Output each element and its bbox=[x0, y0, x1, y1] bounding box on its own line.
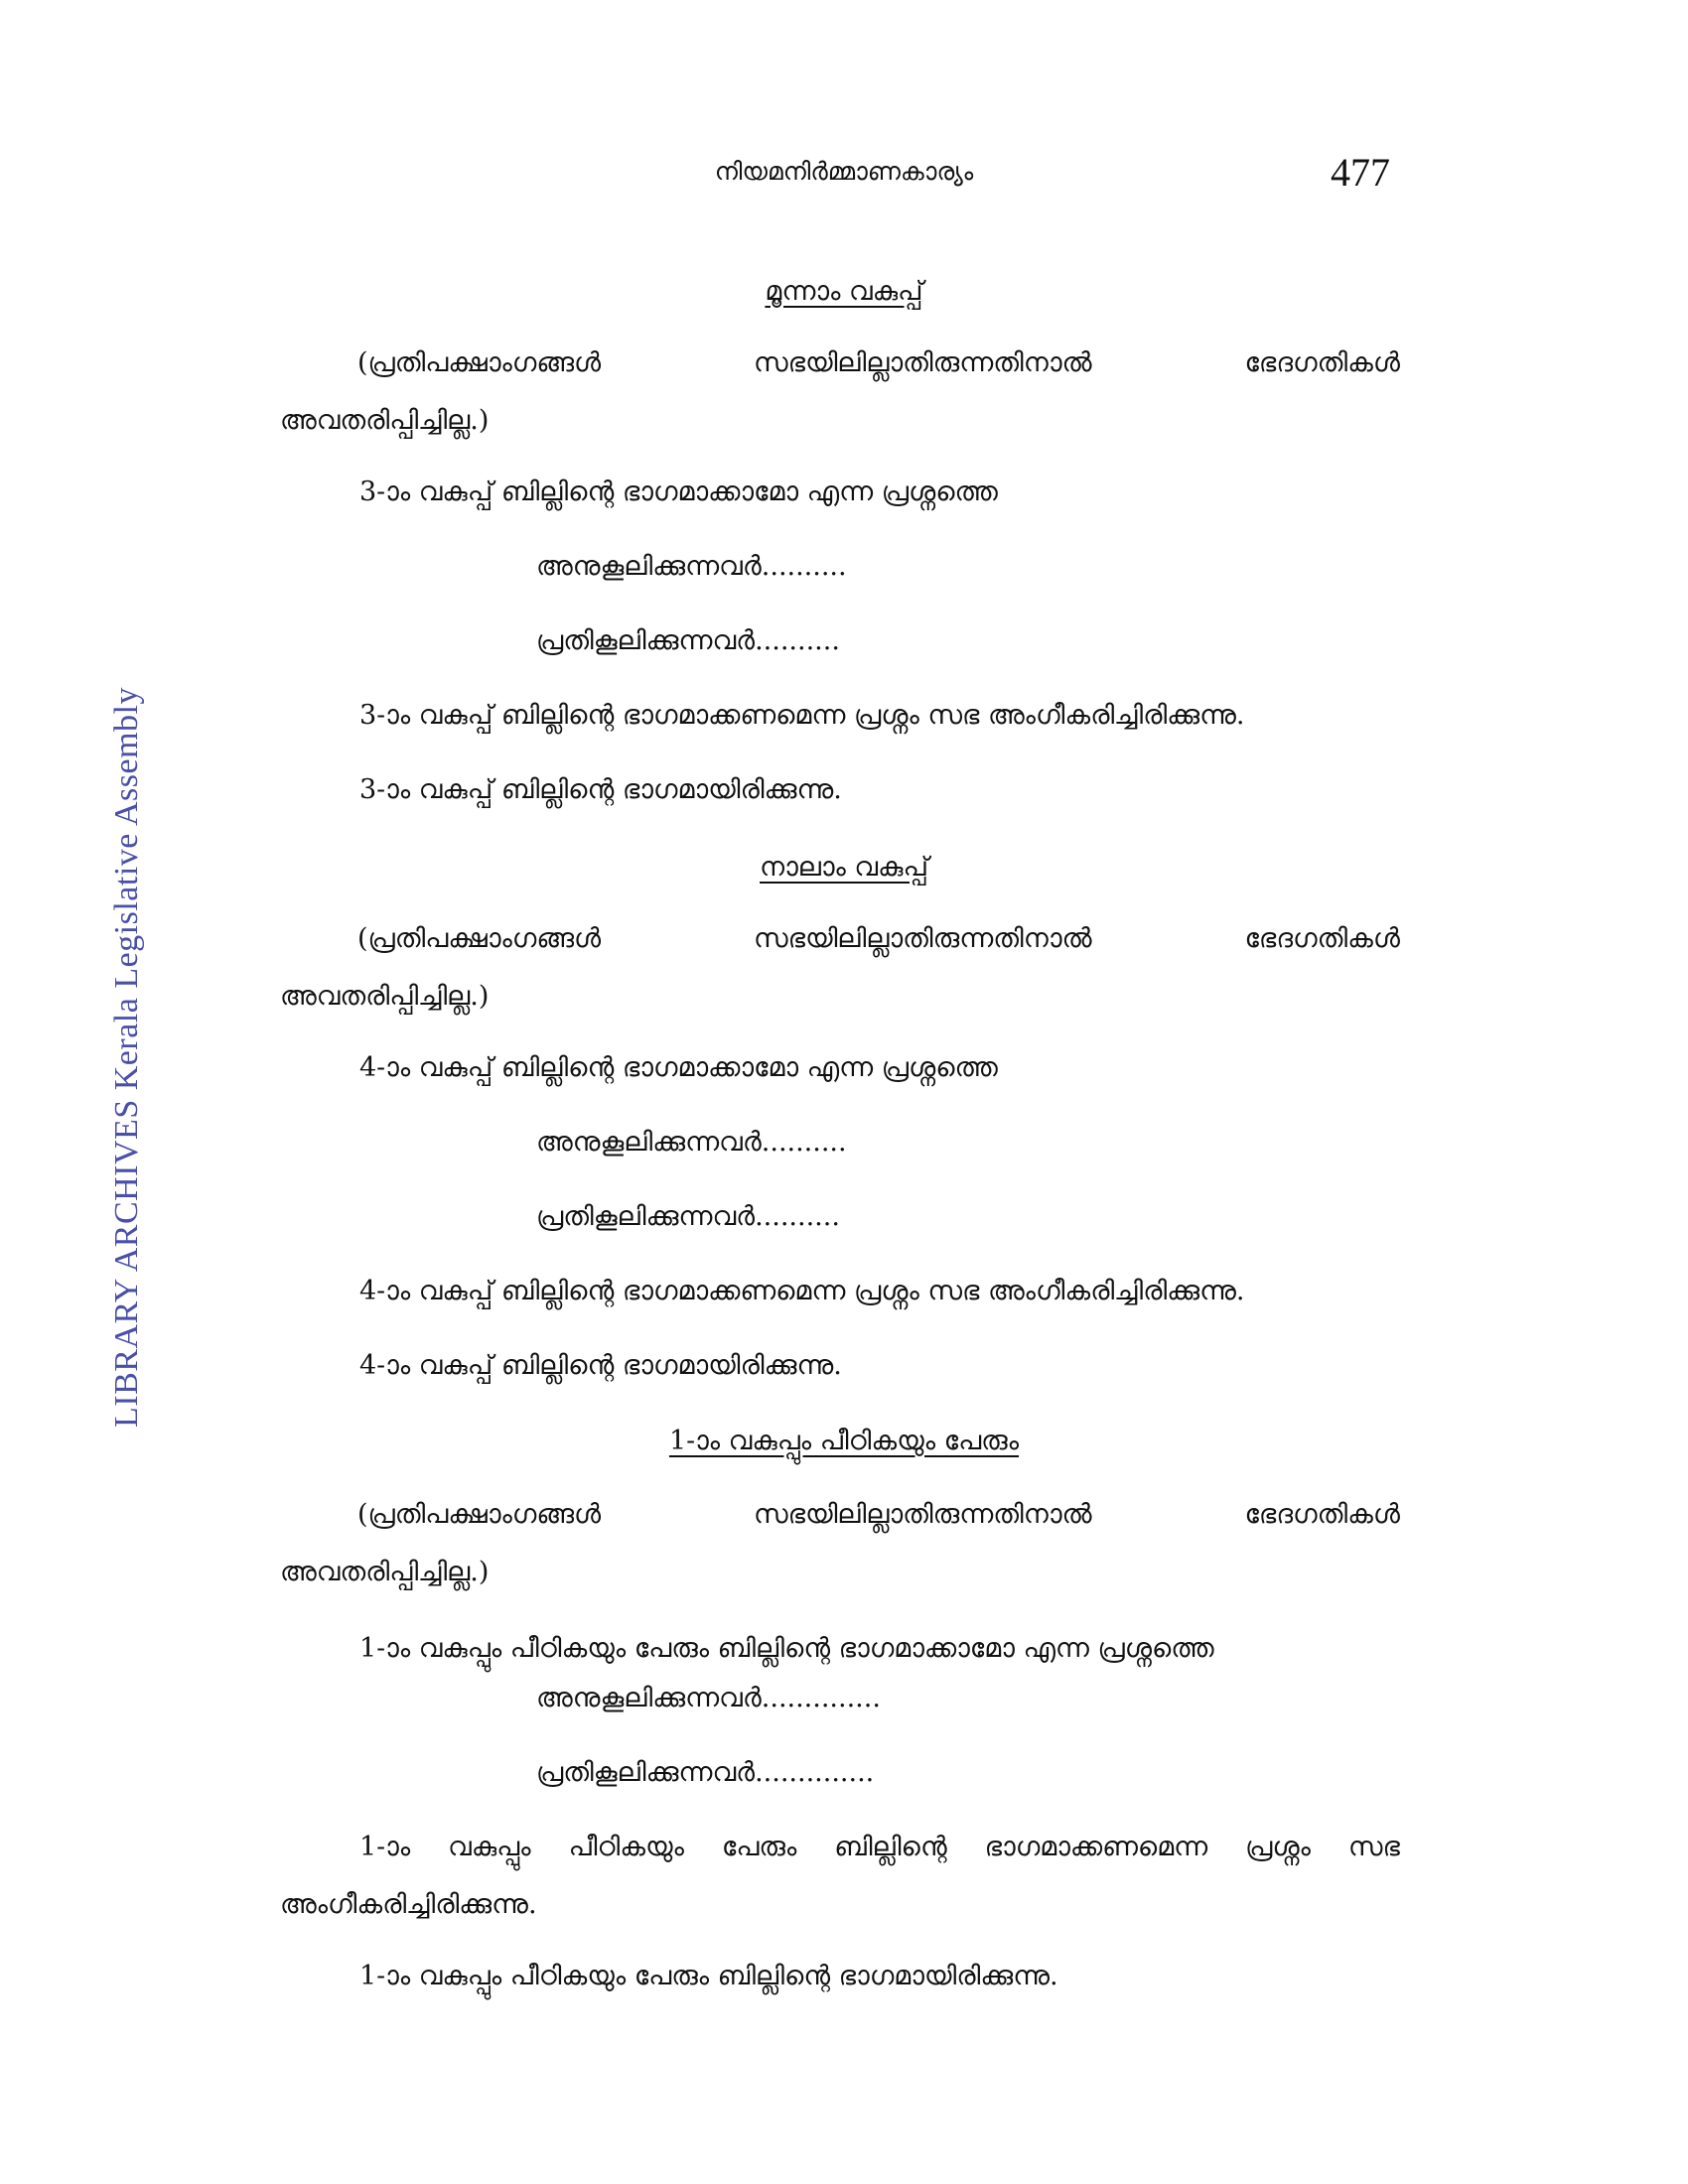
adopted-word: ഭാഗമാക്കണമെന്ന bbox=[984, 1832, 1208, 1862]
adopted-word: സഭ bbox=[1347, 1832, 1400, 1862]
note-continuation: അവതരിപ്പിച്ചില്ല.) bbox=[280, 405, 490, 436]
note-line bbox=[357, 1499, 1400, 1531]
adopted-line bbox=[359, 1832, 1400, 1863]
question-line: 4-ാം വകുപ്പ് ബില്ലിന്റെ ഭാഗമാക്കാമോ എന്ന പ്രശ്നത്തെ bbox=[359, 1052, 998, 1083]
adopted-word: പീഠികയും bbox=[568, 1832, 684, 1862]
noes-line: പ്രതികൂലിക്കുന്നവർ.......... bbox=[536, 1201, 840, 1232]
running-header-title: നിയമനിർമ്മാണകാര്യം bbox=[714, 157, 974, 186]
result-line: 4-ാം വകുപ്പ് ബില്ലിന്റെ ഭാഗമായിരിക്കുന്നു. bbox=[359, 1350, 842, 1381]
note-word: സഭയിലില്ലാതിരുന്നതിനാൽ bbox=[754, 1499, 1092, 1530]
note-line bbox=[357, 347, 1400, 379]
noes-line: പ്രതികൂലിക്കുന്നവർ.............. bbox=[536, 1757, 875, 1788]
note-continuation: അവതരിപ്പിച്ചില്ല.) bbox=[280, 981, 490, 1012]
adopted-word: 1-ാം bbox=[359, 1832, 411, 1862]
ayes-line: അനുകൂലിക്കുന്നവർ.......... bbox=[536, 551, 847, 582]
ayes-line: അനുകൂലിക്കുന്നവർ.......... bbox=[536, 1127, 847, 1158]
note-word: (പ്രതിപക്ഷാംഗങ്ങൾ bbox=[357, 1499, 602, 1530]
section-heading-clause-1: 1-ാം വകുപ്പും പീഠികയും പേരും bbox=[668, 1426, 1020, 1456]
note-continuation: അവതരിപ്പിച്ചില്ല.) bbox=[280, 1557, 490, 1587]
note-line bbox=[357, 923, 1400, 955]
note-word: (പ്രതിപക്ഷാംഗങ്ങൾ bbox=[357, 923, 602, 954]
note-word: ഭേദഗതികൾ bbox=[1244, 1499, 1400, 1530]
note-word: ഭേദഗതികൾ bbox=[1244, 923, 1400, 954]
adopted-word: വകുപ്പും bbox=[448, 1832, 531, 1862]
note-word: സഭയിലില്ലാതിരുന്നതിനാൽ bbox=[754, 923, 1092, 954]
section-heading-clause-3: മൂന്നാം വകുപ്പ് bbox=[765, 276, 923, 307]
adopted-word: പേരും bbox=[721, 1832, 797, 1862]
adopted-word: പ്രശ്നം bbox=[1245, 1832, 1311, 1862]
note-word: സഭയിലില്ലാതിരുന്നതിനാൽ bbox=[754, 347, 1092, 378]
question-line: 1-ാം വകുപ്പും പീഠികയും പേരും ബില്ലിന്റെ ഭാഗമാക്കാമോ എന്ന പ്രശ്നത്തെ bbox=[359, 1633, 1214, 1664]
noes-line: പ്രതികൂലിക്കുന്നവർ.......... bbox=[536, 625, 840, 656]
adopted-line: 3-ാം വകുപ്പ് ബില്ലിന്റെ ഭാഗമാക്കണമെന്ന പ്രശ്നം സഭ അംഗീകരിച്ചിരിക്കുന്നു. bbox=[359, 700, 1245, 731]
ayes-line: അനുകൂലിക്കുന്നവർ.............. bbox=[536, 1683, 881, 1713]
note-word: (പ്രതിപക്ഷാംഗങ്ങൾ bbox=[357, 347, 602, 378]
page-number: 477 bbox=[1331, 150, 1390, 195]
question-line: 3-ാം വകുപ്പ് ബില്ലിന്റെ ഭാഗമാക്കാമോ എന്ന പ്രശ്നത്തെ bbox=[359, 477, 998, 507]
archive-watermark: LIBRARY ARCHIVES Kerala Legislative Assembly bbox=[108, 686, 145, 1429]
result-line: 1-ാം വകുപ്പും പീഠികയും പേരും ബില്ലിന്റെ ഭാഗമായിരിക്കുന്നു. bbox=[359, 1961, 1058, 1991]
adopted-continuation: അംഗീകരിച്ചിരിക്കുന്നു. bbox=[280, 1889, 537, 1920]
section-heading-clause-4: നാലാം വകുപ്പ് bbox=[760, 852, 928, 883]
adopted-line: 4-ാം വകുപ്പ് ബില്ലിന്റെ ഭാഗമാക്കണമെന്ന പ്രശ്നം സഭ അംഗീകരിച്ചിരിക്കുന്നു. bbox=[359, 1276, 1245, 1306]
note-word: ഭേദഗതികൾ bbox=[1244, 347, 1400, 378]
adopted-word: ബില്ലിന്റെ bbox=[834, 1832, 947, 1862]
result-line: 3-ാം വകുപ്പ് ബില്ലിന്റെ ഭാഗമായിരിക്കുന്നു. bbox=[359, 774, 842, 805]
